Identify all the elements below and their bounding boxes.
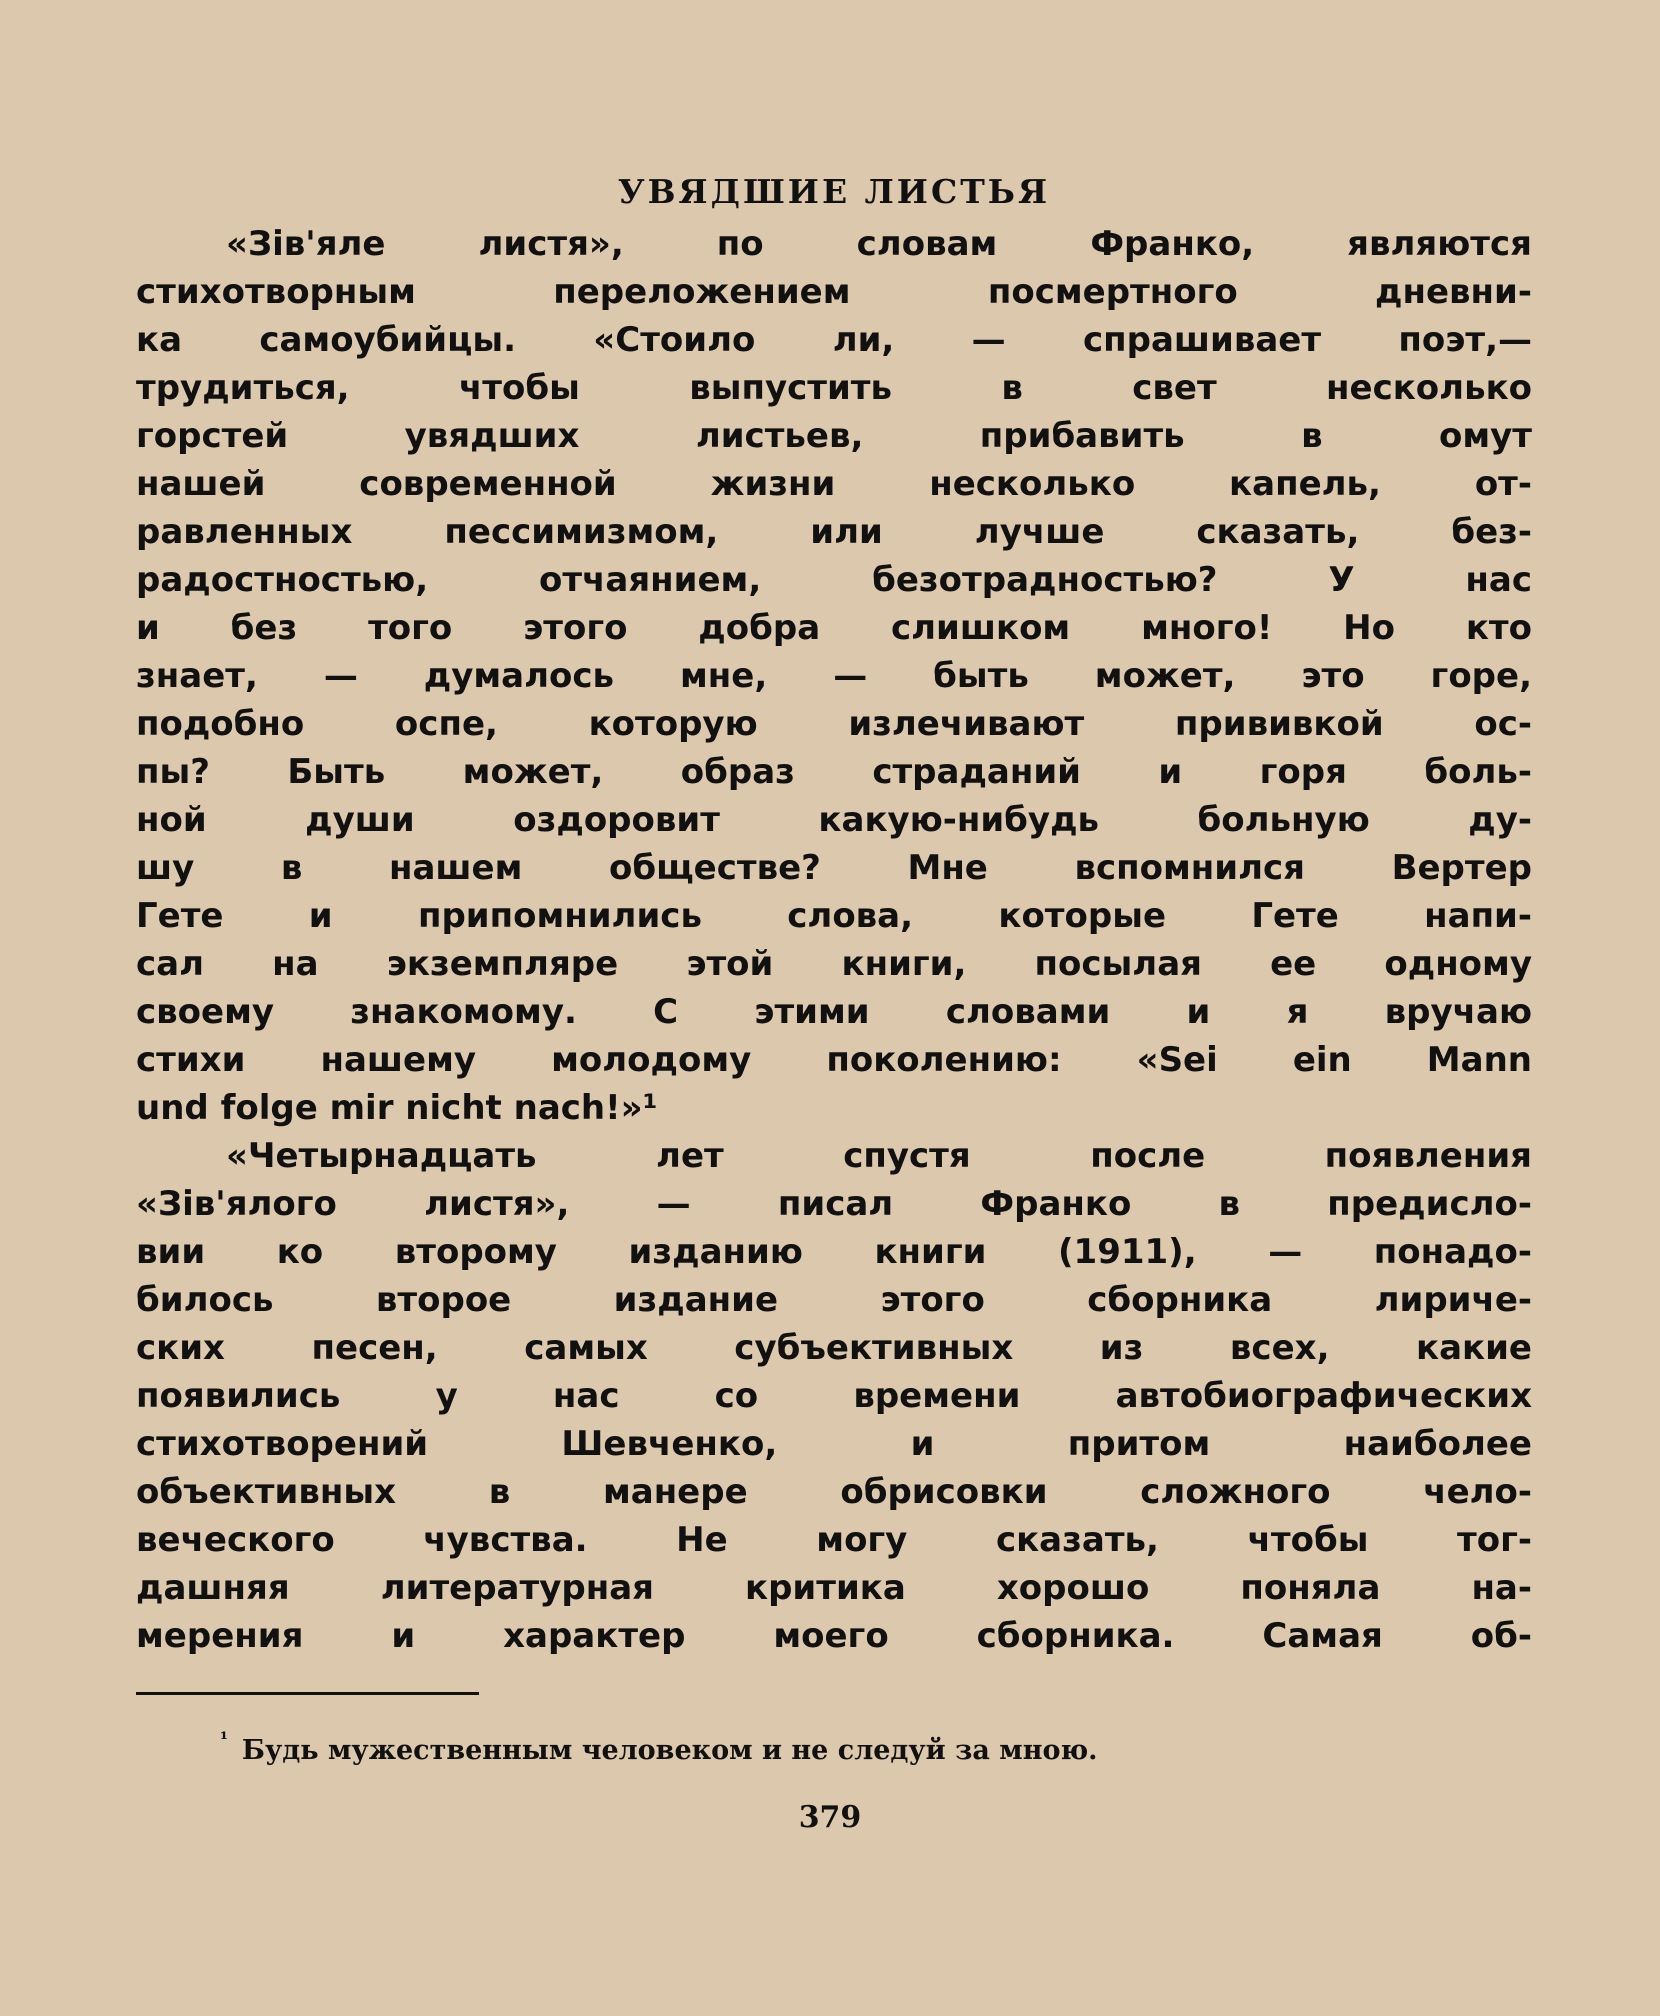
text-line: «Зів'ялого листя», — писал Франко в предисло- — [136, 1184, 1532, 1224]
text-line: билось второе издание этого сборника лириче- — [136, 1280, 1532, 1320]
text-line: стихотворений Шевченко, и притом наиболее — [136, 1424, 1532, 1464]
page-body — [136, 170, 1532, 1660]
text-line: своему знакомому. С этими словами и я вручаю — [136, 992, 1532, 1032]
text-line: веческого чувства. Не могу сказать, чтобы тог- — [136, 1520, 1532, 1560]
footnote — [220, 1726, 1520, 1769]
text-line: подобно оспе, которую излечивают прививкой ос- — [136, 704, 1532, 744]
text-line: und folge mir nicht nach!»¹ — [136, 1088, 658, 1128]
footnote-marker: ¹ — [220, 1729, 228, 1750]
text-line: объективных в манере обрисовки сложного чело- — [136, 1472, 1532, 1512]
paragraph-2 — [136, 1132, 1532, 1660]
page-number: 379 — [798, 1800, 862, 1835]
text-line: и без того этого добра слишком много! Но кто — [136, 608, 1532, 648]
text-line: горстей увядших листьев, прибавить в омут — [136, 416, 1532, 456]
text-line: равленных пессимизмом, или лучше сказать, без- — [136, 512, 1532, 552]
text-line: дашняя литературная критика хорошо поняла на- — [136, 1568, 1532, 1608]
paragraph-1 — [136, 220, 1532, 1132]
footnote-divider — [136, 1692, 479, 1695]
text-line: ной души оздоровит какую-нибудь больную ду- — [136, 800, 1532, 840]
text-line: Гете и припомнились слова, которые Гете напи- — [136, 896, 1532, 936]
text-line: вии ко второму изданию книги (1911), — понадо- — [136, 1232, 1532, 1272]
text-line: стихи нашему молодому поколению: «Sei ein Mann — [136, 1040, 1532, 1080]
text-line: появились у нас со времени автобиографических — [136, 1376, 1532, 1416]
chapter-heading: УВЯДШИЕ ЛИСТЬЯ — [617, 172, 1051, 211]
text-line: шу в нашем обществе? Мне вспомнился Вертер — [136, 848, 1532, 888]
text-line: стихотворным переложением посмертного дневни- — [136, 272, 1532, 312]
text-line: ских песен, самых субъективных из всех, какие — [136, 1328, 1532, 1368]
text-line: нашей современной жизни несколько капель, от- — [136, 464, 1532, 504]
text-line: ка самоубийцы. «Стоило ли, — спрашивает поэт,— — [136, 320, 1532, 360]
text-line: сал на экземпляре этой книги, посылая ее одному — [136, 944, 1532, 984]
text-line: «Зів'яле листя», по словам Франко, являются — [226, 224, 1532, 264]
text-line: радостностью, отчаянием, безотрадностью? У нас — [136, 560, 1532, 600]
text-line: пы? Быть может, образ страданий и горя боль- — [136, 752, 1532, 792]
text-line: «Четырнадцать лет спустя после появления — [226, 1136, 1532, 1176]
text-line: знает, — думалось мне, — быть может, это горе, — [136, 656, 1532, 696]
text-line: трудиться, чтобы выпустить в свет несколько — [136, 368, 1532, 408]
footnote-text: Будь мужественным человеком и не следуй за мною. — [241, 1735, 1098, 1766]
text-line: мерения и характер моего сборника. Самая об- — [136, 1616, 1532, 1656]
